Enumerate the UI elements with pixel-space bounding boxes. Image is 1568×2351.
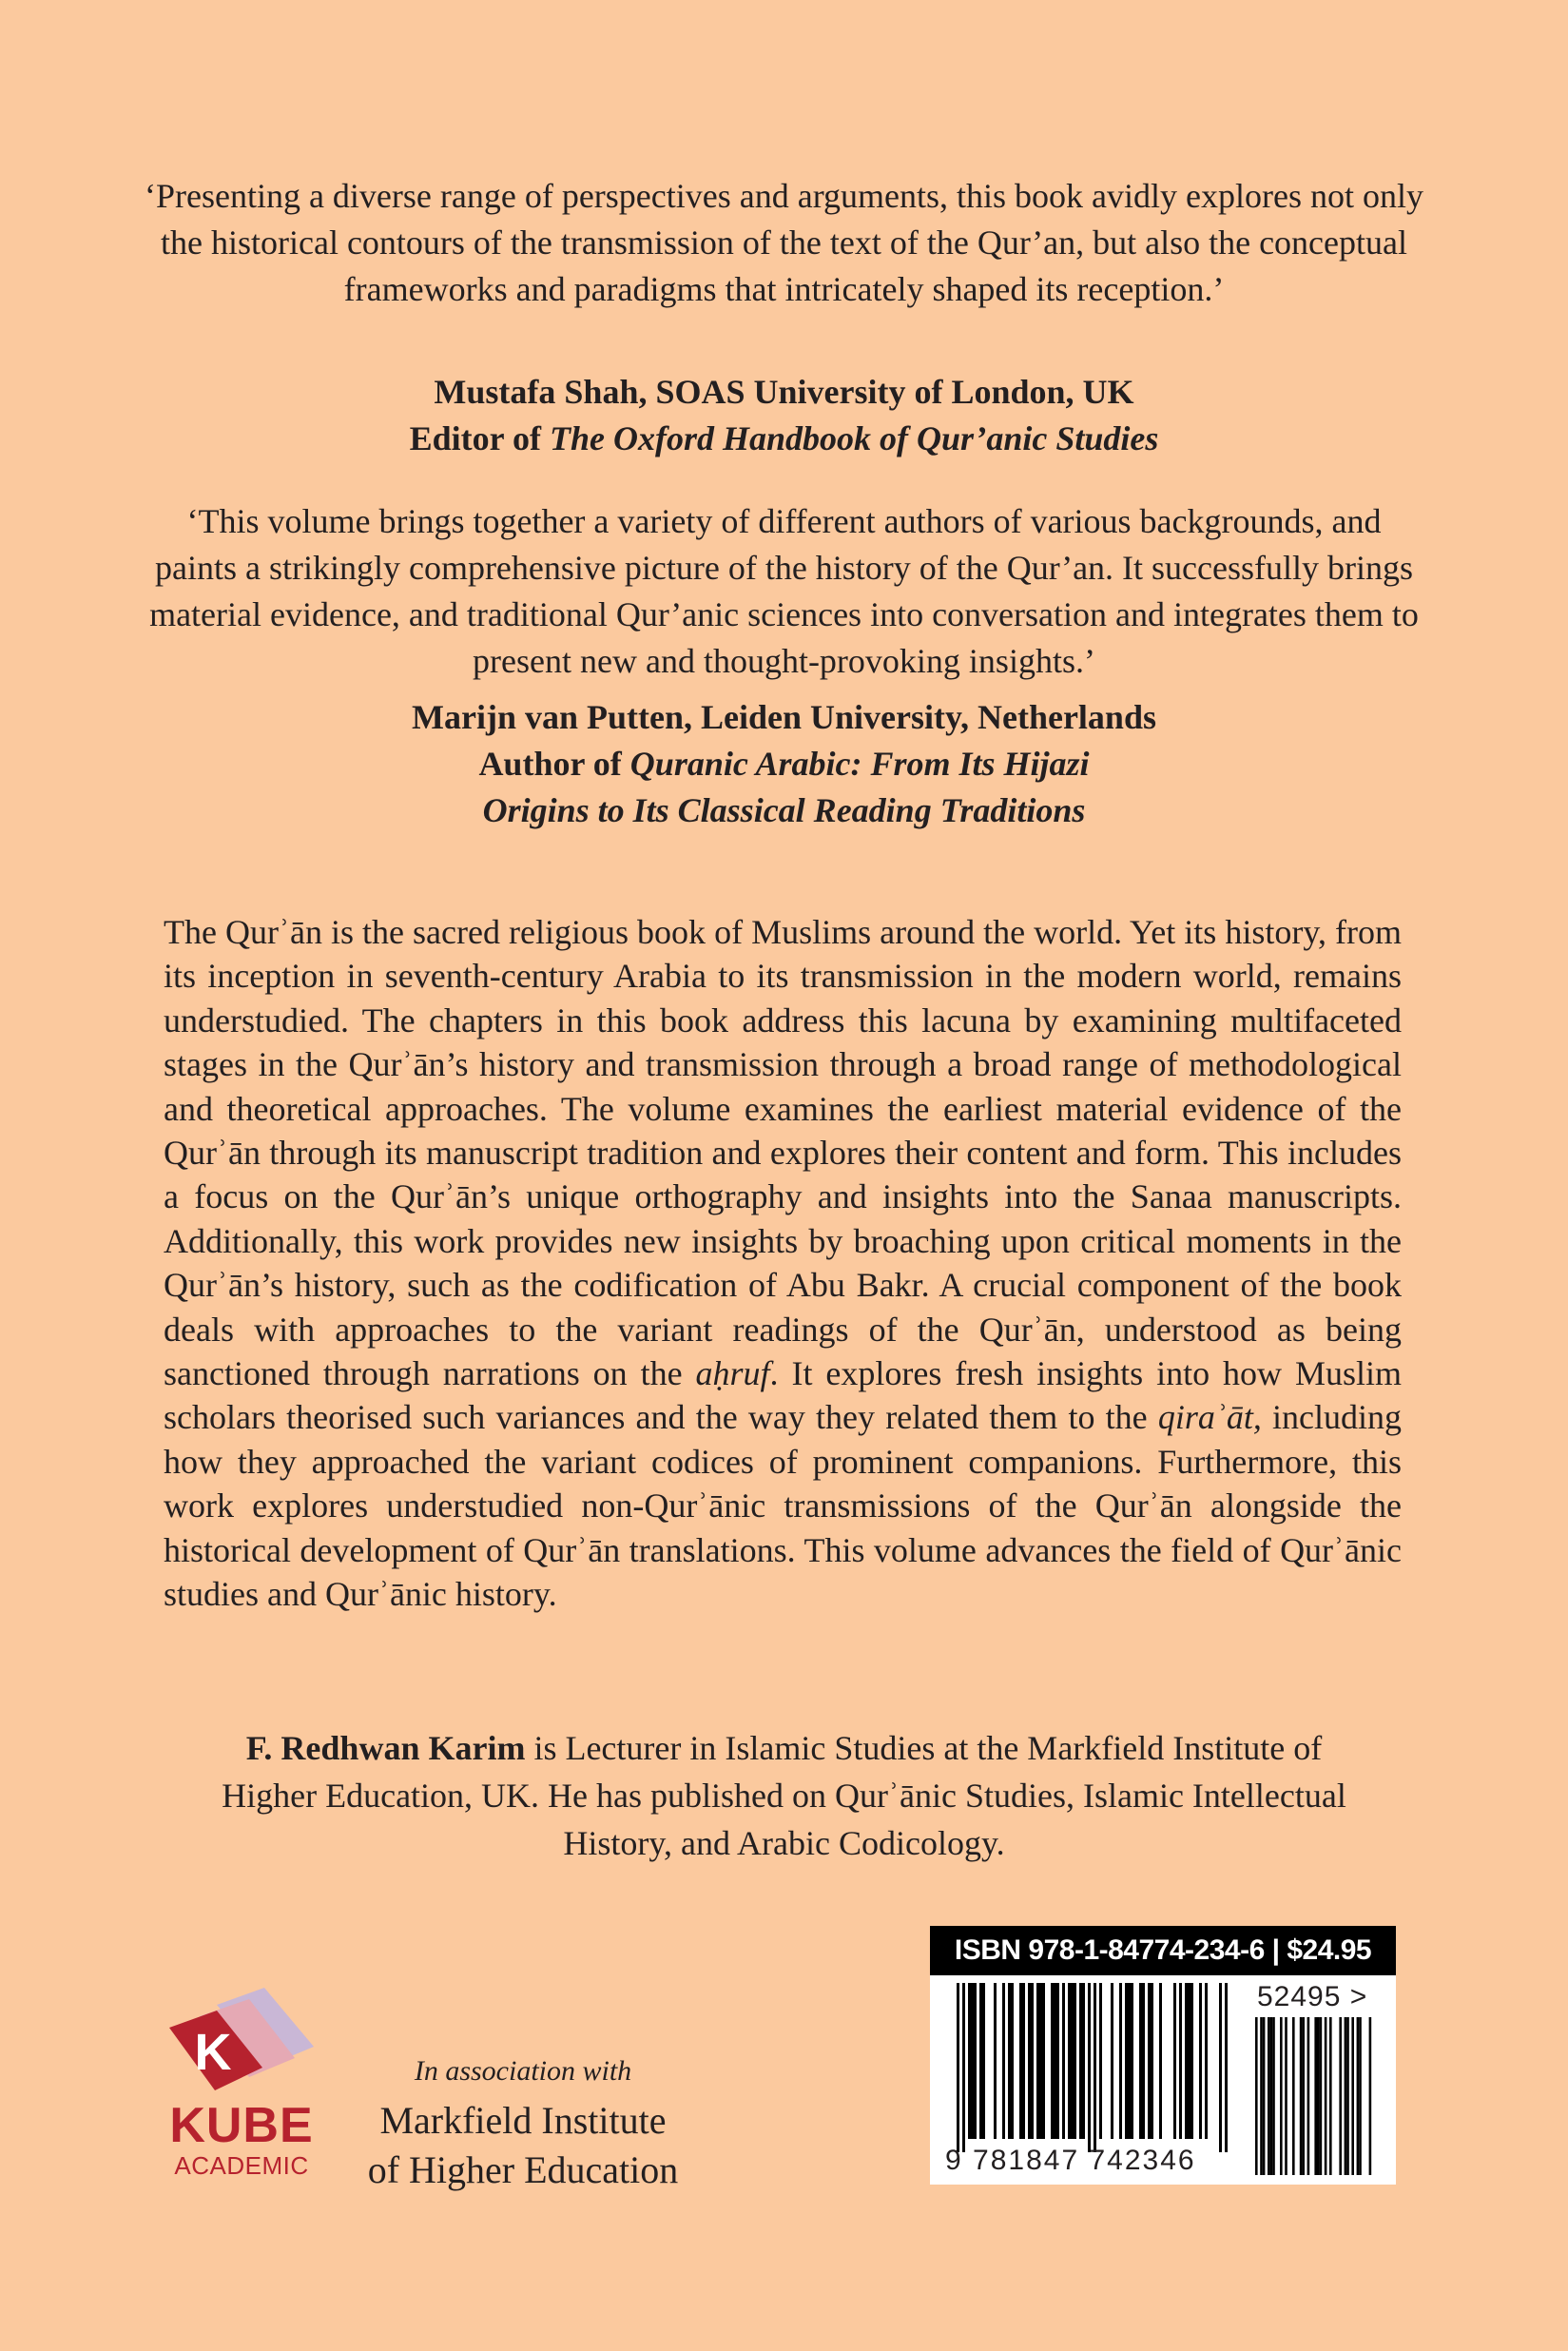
addon-bar [1369,2017,1372,2175]
description-part-2: . It explores fresh insights into how Muslim scholars theorised such variances and the way they related them to the [164,1354,1402,1437]
barcode-bar [1031,1983,1034,2139]
addon-bar [1302,2017,1305,2175]
addon-bar [1320,2017,1323,2175]
addon-bar [1260,2017,1263,2175]
addon-bar [1325,2017,1327,2175]
barcode-bar [1205,1983,1208,2139]
bio-author-name: F. Redhwan Karim [245,1729,526,1767]
blurb-2-quote: ‘This volume brings together a variety of different authors of various backgrounds, and paints a strikingly comprehensive picture of the history of the Qur’an. It successfully brings material evidence, and traditional Qur’anic sciences into conversation and integrates them to present new and thought-provoking insights.’ [149,502,1419,680]
blurb-2-author: Marijn van Putten, Leiden University, Netherlands [412,698,1156,736]
barcode-bar [1179,1983,1182,2139]
barcode-bar [994,1983,997,2139]
addon-bar [1292,2017,1295,2175]
barcode-bar [1042,1983,1045,2139]
addon-bar [1285,2017,1287,2175]
bio-text-3: History, and Arabic Codicology. [563,1824,1005,1862]
isbn-barcode-box [930,1926,1396,2185]
barcode-bar [1142,1983,1145,2139]
addon-bar [1357,2017,1360,2175]
description-term-qiraat: qiraʾāt, [1157,1398,1262,1437]
barcode-bar [1071,1983,1074,2139]
barcode-bar [968,1983,971,2139]
addon-bar [1263,2017,1266,2175]
barcode-bar [1199,1983,1202,2139]
barcode-bar [1011,1983,1014,2139]
blurb-2-role-line2 [143,787,1425,834]
barcode-bar [1079,1983,1082,2139]
kube-name: KUBE [169,2098,314,2153]
barcode-bar [1139,1983,1142,2139]
barcode-bar [1068,1983,1071,2139]
barcode-bar [971,1983,974,2139]
barcode-bar [1191,1983,1193,2139]
addon-bar [1317,2017,1320,2175]
blurb-2-attribution [143,694,1425,834]
author-bio [162,1724,1406,1867]
bio-text-2: Higher Education, UK. He has published on Qurʾānic Studies, Islamic Intellectual [222,1777,1346,1815]
addon-bar [1280,2017,1283,2175]
barcode-bar [1054,1983,1056,2139]
barcode-bar [1074,1983,1076,2139]
barcode-bar [1219,1983,1222,2152]
barcode-bar [1036,1983,1039,2139]
association-label: In association with [414,2055,632,2087]
barcode-bar [1125,1983,1128,2139]
bio-text-1: is Lecturer in Islamic Studies at the Markfield Institute of [525,1729,1323,1767]
barcode-bar [1022,1983,1025,2139]
addon-bar [1359,2017,1362,2175]
addon-bar [1272,2017,1275,2175]
addon-bar [1329,2017,1332,2175]
barcode-bar [1131,1983,1133,2139]
barcode-bar [1062,1983,1065,2139]
blurb-1-quote: ‘Presenting a diverse range of perspectives and arguments, this book avidly explores not only the historical contours of the transmission of the text of the Qur’an, but also the conceptual frameworks and paradigms that intricately shaped its reception.’ [144,177,1423,308]
addon-digits: 52495 > [1257,1981,1368,2012]
barcode-bar [1082,1983,1085,2139]
barcode-bar [979,1983,982,2139]
addon-bar [1314,2017,1317,2175]
addon-bar [1339,2017,1342,2175]
barcode-bar [1094,1983,1096,2152]
barcode-bar [1188,1983,1191,2139]
barcode-bar [1148,1983,1151,2139]
description-part-1: The Qurʾān is the sacred religious book of Muslims around the world. Yet its history, from its inception in seventh-century Arabia to its transmission in the modern world, remains understudied. The chapters in this book address this lacuna by examining multifaceted stages in the Qurʾān’s history and transmission through a broad range of methodological and theoretical approaches. The volume examines the earliest material evidence of the Qurʾān through its manuscript tradition and explores their content and form. This includes a focus on the Qurʾān’s unique orthography and insights into the Sanaa manuscripts. Additionally, this work provides new insights by broaching upon critical moments in the Qurʾān’s history, such as the codification of Abu Bakr. A crucial component of the book deals with approaches to the variant readings of the Qurʾān, understood as being sanctioned through narrations on the [164,913,1402,1393]
barcode-bar [1151,1983,1153,2139]
barcode-bar [1051,1983,1054,2139]
bio-line-1 [162,1724,1406,1772]
kube-cube-logo-icon [162,1988,314,2097]
institute-line-1: Markfield Institute [379,2099,667,2142]
addon-bar [1300,2017,1303,2175]
blurb-1-author: Mustafa Shah, SOAS University of London, UK [434,373,1134,411]
addon-bar [1307,2017,1310,2175]
barcode-bar [1185,1983,1188,2139]
addon-bar [1270,2017,1273,2175]
barcode-bar [1128,1983,1131,2139]
barcode-digits: 9 781847 742346 [945,2145,1196,2176]
barcode-bar [1056,1983,1059,2139]
barcode-bar [1002,1983,1005,2139]
barcode-bar [1173,1983,1176,2139]
description-term-ahruf: aḥruf [695,1354,770,1393]
svg-text:K: K [194,2024,232,2081]
barcode-bar [1088,1983,1091,2152]
addon-bar [1255,2017,1258,2175]
blurb-1-role [143,416,1425,462]
ean13-barcode [957,1983,1238,2152]
barcode-bar [1008,1983,1011,2139]
barcode-bar [1039,1983,1042,2139]
blurb-2-role-title-line2: Origins to Its Classical Reading Traditions [482,791,1086,829]
association-institute [342,2096,704,2195]
barcode-bar [974,1983,977,2139]
barcode-bar [1028,1983,1031,2139]
addon-bar [1351,2017,1354,2175]
blurb-2-role [143,741,1425,787]
barcode-bar [982,1983,985,2139]
addon-bar [1346,2017,1349,2175]
barcode-bar [1111,1983,1113,2139]
barcode-bar [1159,1983,1162,2139]
institute-line-2: of Higher Education [367,2148,679,2191]
barcode-bar [1225,1983,1228,2152]
barcode-bar [1019,1983,1022,2139]
addon-bar [1268,2017,1270,2175]
blurb-1-attribution [143,369,1425,462]
blurb-1-role-prefix: Editor of [409,419,550,457]
blurb-2-role-title-line1: Quranic Arabic: From Its Hijazi [629,745,1090,783]
barcode-bar [957,1983,959,2152]
isbn-price-label: ISBN 978-1-84774-234-6 | $24.95 [930,1926,1396,1975]
barcode-bar [1119,1983,1122,2139]
blurb-2-role-prefix: Author of [478,745,630,783]
description-part-3: including how they approached the variant codices of prominent companions. Furthermore, this work explores understudied non-Qurʾānic transmissions of the Qurʾān alongside the historical development of Qurʾān translations. This volume advances the field of Qurʾānic studies and Qurʾānic history. [164,1398,1403,1614]
price-addon-barcode [1255,2017,1379,2175]
addon-bar [1345,2017,1347,2175]
book-description [164,910,1402,1617]
kube-sub: ACADEMIC [174,2151,309,2180]
barcode-bar [1099,1983,1102,2139]
blurb-1-role-title: The Oxford Handbook of Qur’anic Studies [549,419,1159,457]
barcode-bar [962,1983,965,2152]
